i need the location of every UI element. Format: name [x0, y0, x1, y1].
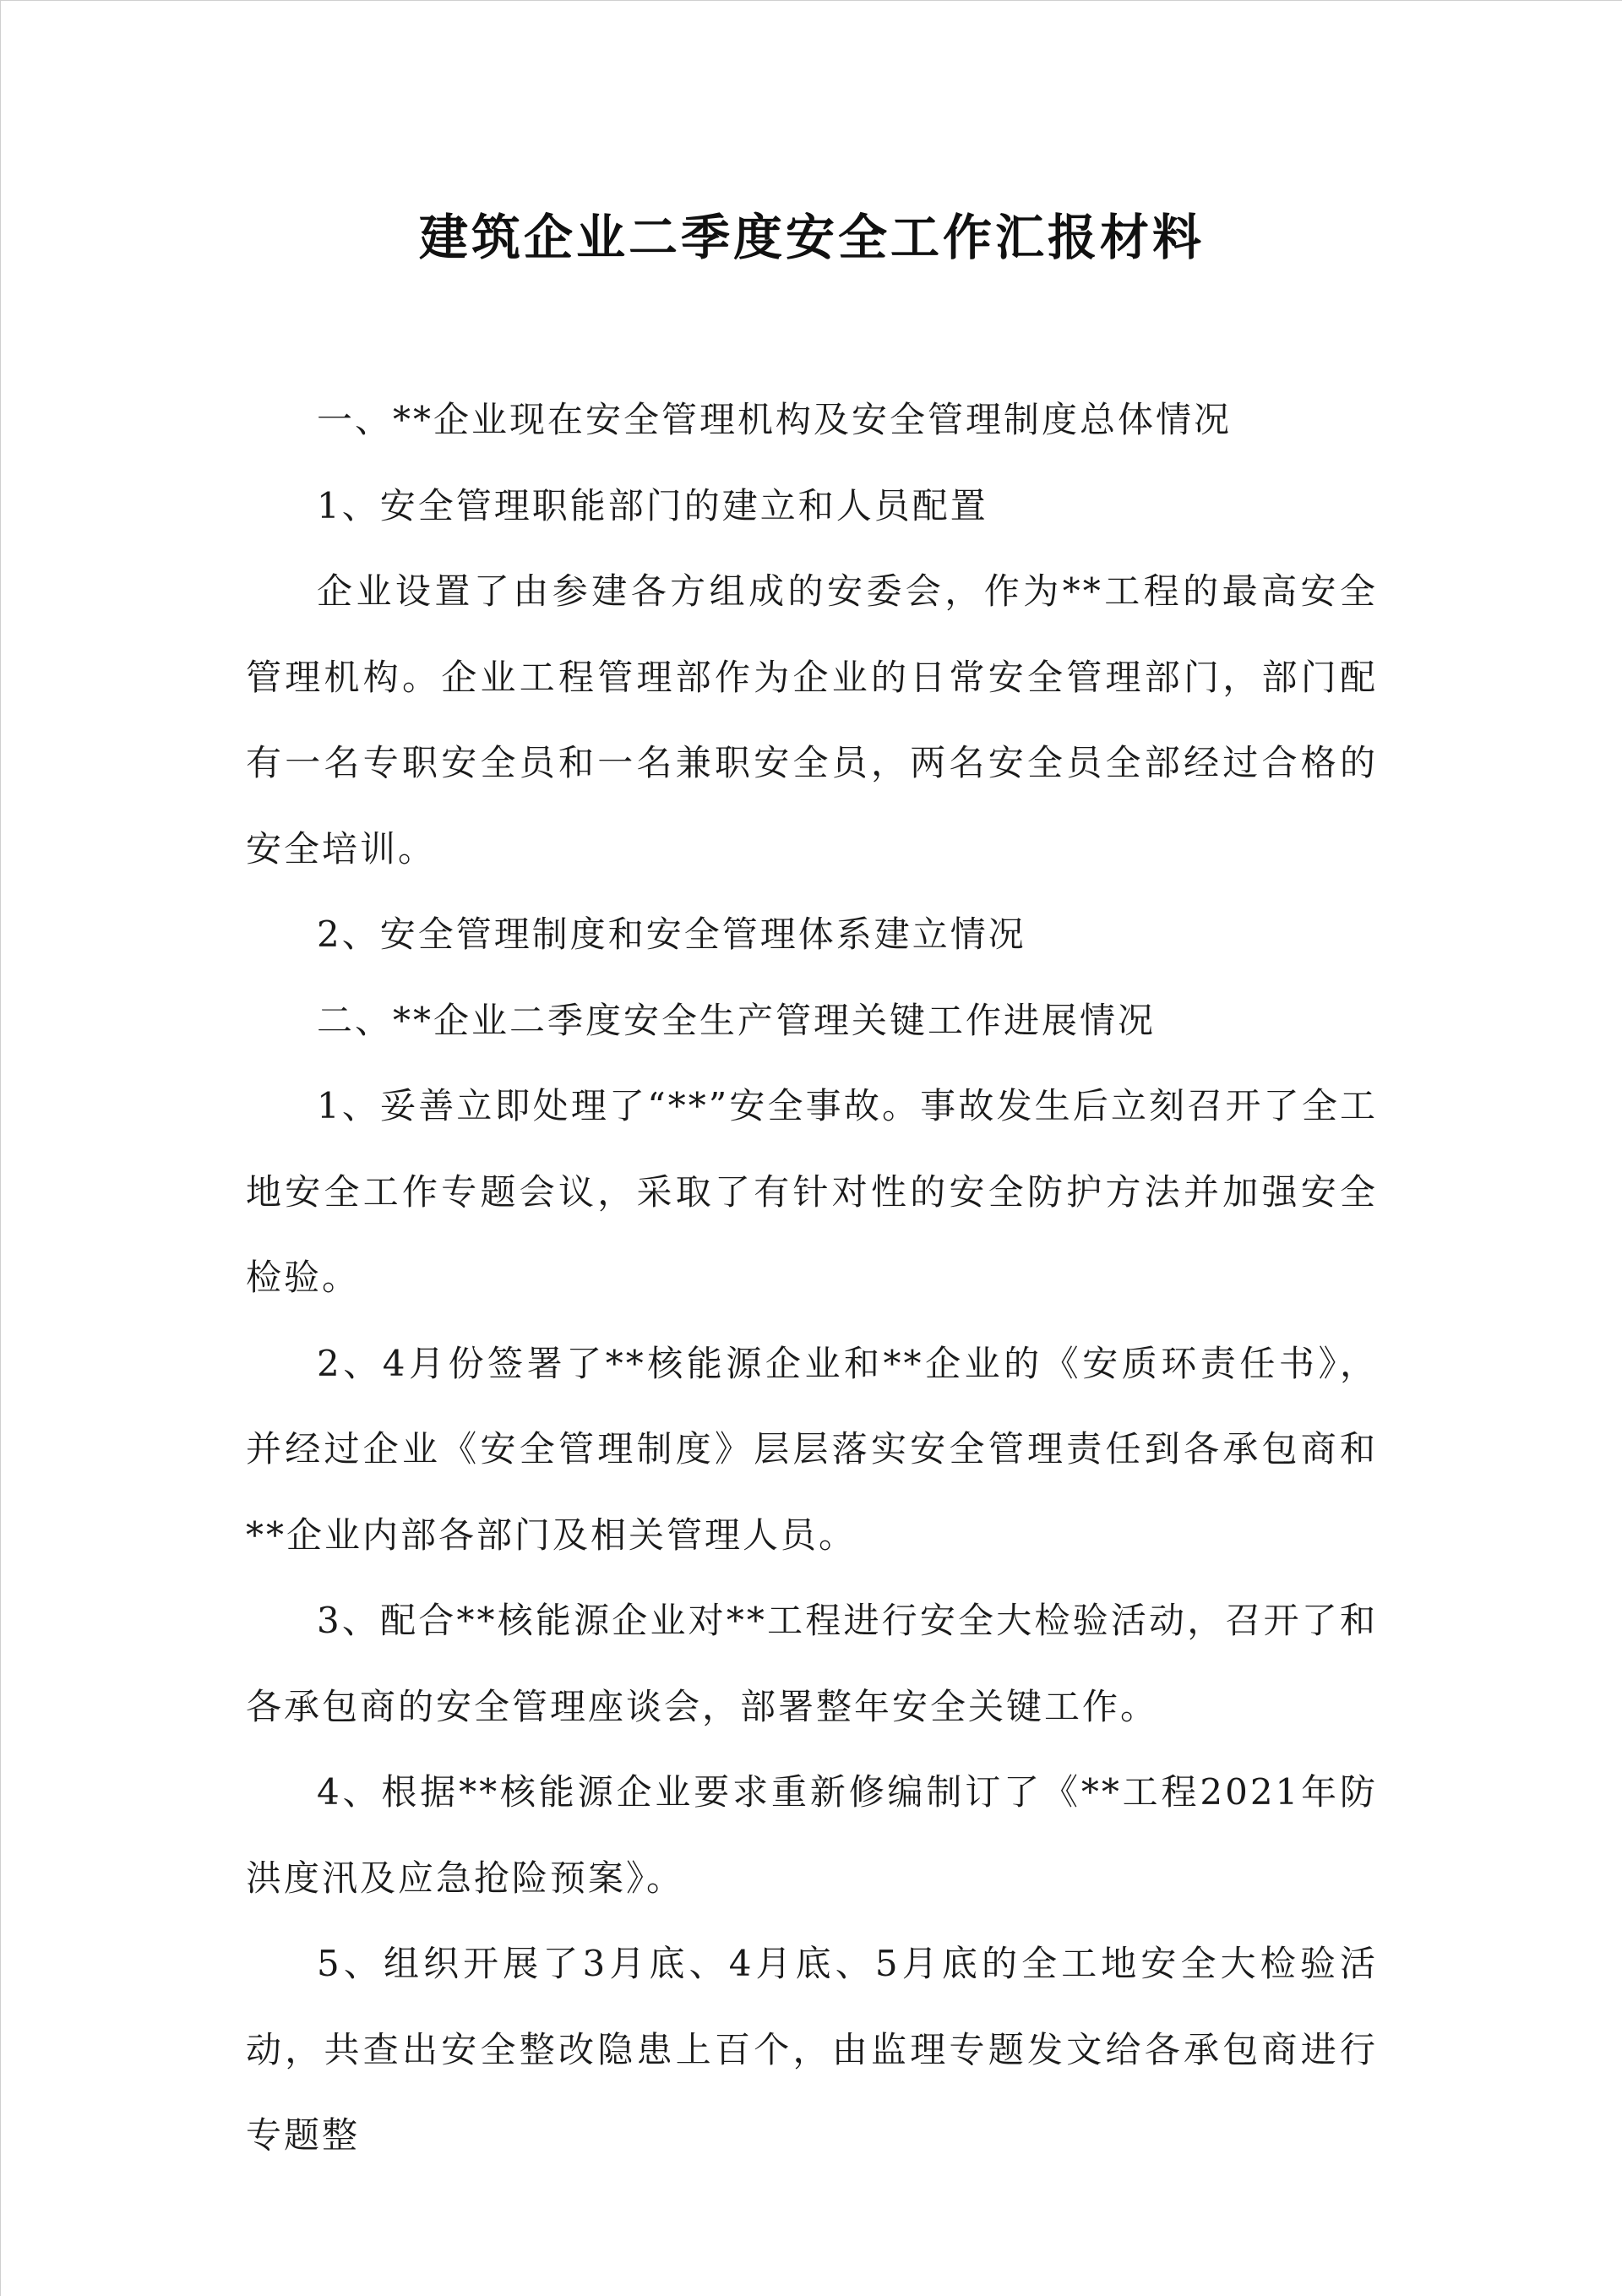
- list-item-2-4: 4、根据**核能源企业要求重新修编制订了《**工程2021年防洪度汛及应急抢险预案》。: [246, 1771, 1378, 1899]
- document-title: 建筑企业二季度安全工作汇报材料: [418, 209, 1205, 266]
- section-heading-2: 二、**企业二季度安全生产管理关键工作进展情况: [317, 999, 1157, 1041]
- paragraph-safety-committee: 企业设置了由参建各方组成的安委会，作为**工程的最高安全管理机构。企业工程管理部作为企业的日常安全管理部门，部门配有一名专职安全员和一名兼职安全员，两名安全员全部经过合格的安全培训。: [246, 570, 1378, 870]
- list-item-2-1: 1、妥善立即处理了“**”安全事故。事故发生后立刻召开了全工地安全工作专题会议，采取了有针对性的安全防护方法并加强安全检验。: [246, 1085, 1378, 1298]
- subsection-heading-1-1: 1、安全管理职能部门的建立和人员配置: [317, 484, 988, 526]
- list-item-2-2: 2、4月份签署了**核能源企业和**企业的《安质环责任书》，并经过企业《安全管理制度》层层落实安全管理责任到各承包商和**企业内部各部门及相关管理人员。: [246, 1342, 1378, 1556]
- document-body: [246, 377, 1378, 2179]
- list-item-2-3: 3、配合**核能源企业对**工程进行安全大检验活动，召开了和各承包商的安全管理座谈会，部署整年安全关键工作。: [246, 1600, 1378, 1727]
- section-heading-1: 一、**企业现在安全管理机构及安全管理制度总体情况: [317, 399, 1233, 440]
- subsection-heading-1-2: 2、安全管理制度和安全管理体系建立情况: [317, 913, 1026, 955]
- list-item-2-5: 5、组织开展了3月底、4月底、5月底的全工地安全大检验活动，共查出安全整改隐患上百个，由监理专题发文给各承包商进行专题整: [246, 1943, 1378, 2156]
